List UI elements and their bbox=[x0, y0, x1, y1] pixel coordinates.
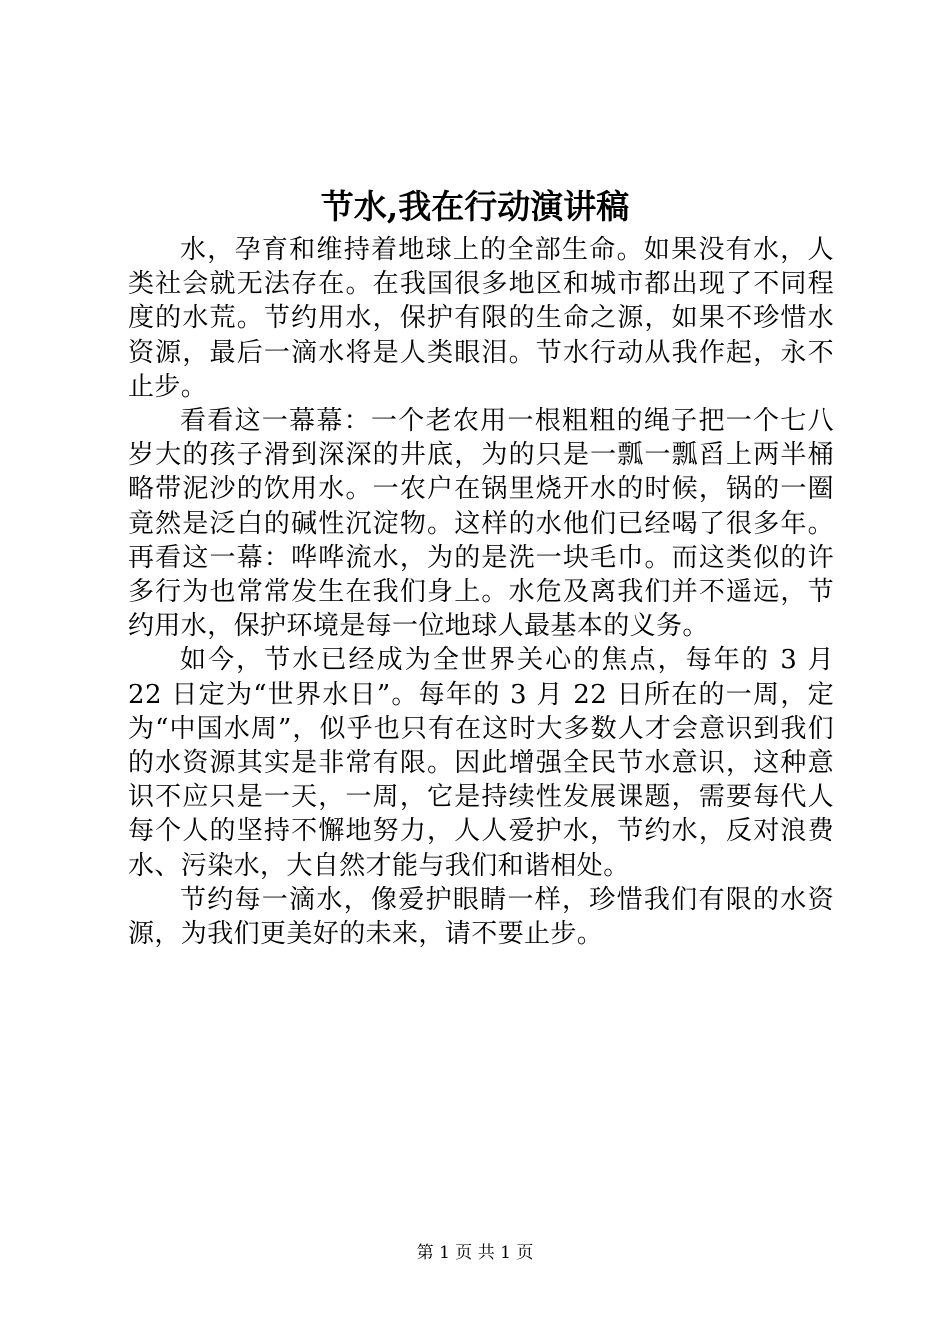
document-body bbox=[128, 233, 834, 951]
paragraph-4: 节约每一滴水，像爱护眼睛一样，珍惜我们有限的水资源，为我们更美好的未来，请不要止步。 bbox=[128, 884, 834, 950]
page-footer: 第 1 页 共 1 页 bbox=[416, 1243, 534, 1263]
document-title: 节水,我在行动演讲稿 bbox=[320, 187, 630, 226]
paragraph-2: 看看这一幕幕：一个老农用一根粗粗的绳子把一个七八岁大的孩子滑到深深的井底，为的只是一瓢一瓢舀上两半桶略带泥沙的饮用水。一农户在锅里烧开水的时候，锅的一圈竟然是泛白的碱性沉淀物。这样的水他们已经喝了很多年。再看这一幕：哗哗流水，为的是洗一块毛巾。而这类似的许多行为也常常发生在我们身上。水危及离我们并不遥远，节约用水，保护环境是每一位地球人最基本的义务。 bbox=[128, 406, 834, 642]
paragraph-1: 水，孕育和维持着地球上的全部生命。如果没有水，人类社会就无法存在。在我国很多地区和城市都出现了不同程度的水荒。节约用水，保护有限的生命之源，如果不珍惜水资源，最后一滴水将是人类眼泪。节水行动从我作起，永不止步。 bbox=[128, 235, 834, 402]
paragraph-3: 如今，节水已经成为全世界关心的焦点，每年的 3 月 22 日定为“世界水日”。每年的 3 月 22 日所在的一周，定为“中国水周”，似乎也只有在这时大多数人才会意识到我们的水资源其实是非常有限。因此增强全民节水意识，这种意识不应只是一天，一周，它是持续性发展课题，需要每代人每个人的坚持不懈地努力，人人爱护水，节约水，反对浪费水、污染水，大自然才能与我们和谐相处。 bbox=[128, 645, 834, 881]
